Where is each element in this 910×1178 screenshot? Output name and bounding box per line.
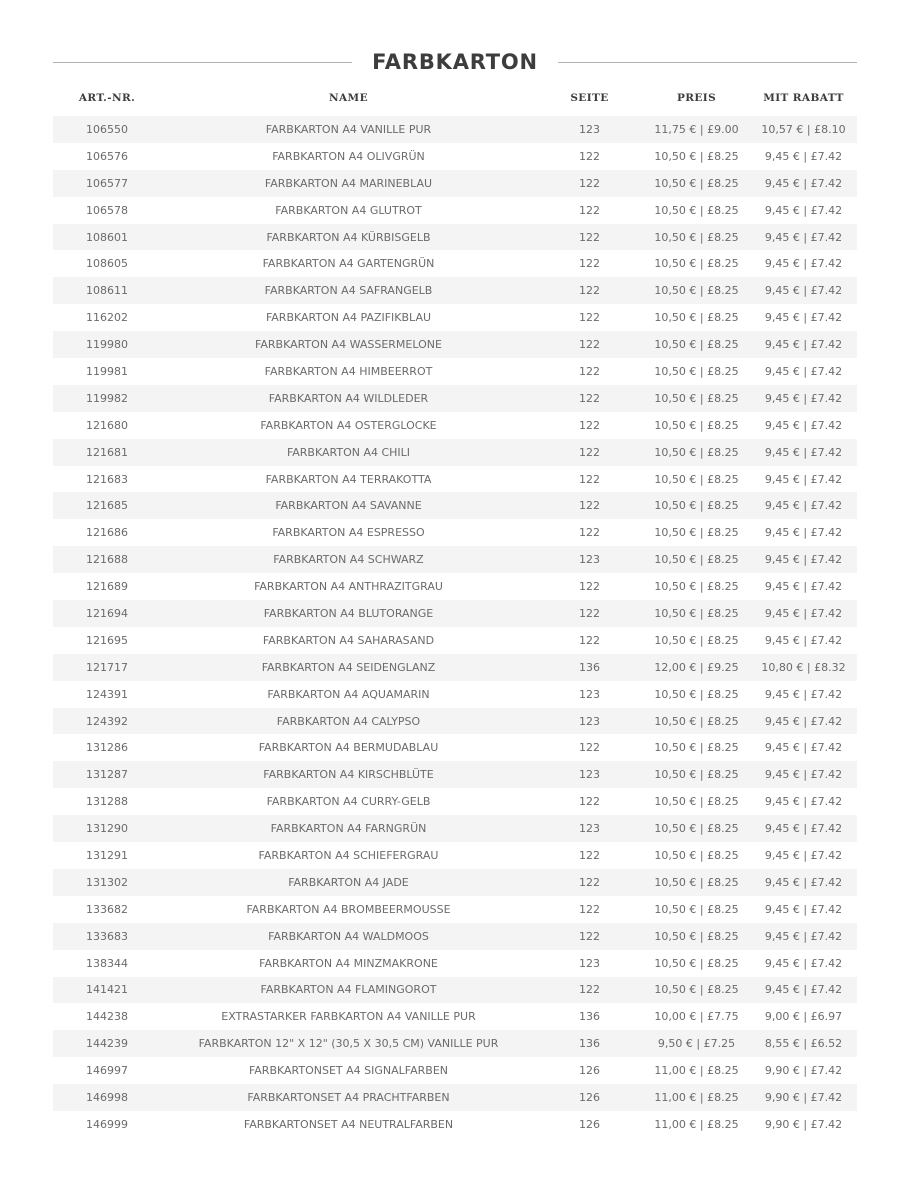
table-row <box>53 466 857 493</box>
seite-cell: 122 <box>536 734 643 761</box>
table-row <box>53 331 857 358</box>
rabatt-cell: 9,90 € | £7.42 <box>750 1057 857 1084</box>
preis-cell: 10,50 € | £8.25 <box>643 170 750 197</box>
name-cell: FARBKARTON A4 SAHARASAND <box>161 627 536 654</box>
art-nr-cell: 121686 <box>53 519 161 546</box>
seite-cell: 122 <box>536 842 643 869</box>
rabatt-cell: 9,45 € | £7.42 <box>750 681 857 708</box>
column-header-mit-rabatt: MIT RABATT <box>763 92 844 104</box>
table-row <box>53 896 857 923</box>
art-nr-cell: 131290 <box>53 815 161 842</box>
seite-cell: 122 <box>536 600 643 627</box>
table-row <box>53 519 857 546</box>
seite-cell: 123 <box>536 761 643 788</box>
name-cell: FARBKARTON A4 KIRSCHBLÜTE <box>161 761 536 788</box>
seite-cell: 122 <box>536 573 643 600</box>
art-nr-cell: 108611 <box>53 277 161 304</box>
seite-cell: 123 <box>536 546 643 573</box>
name-cell: FARBKARTON A4 BROMBEERMOUSSE <box>161 896 536 923</box>
name-cell: FARBKARTON A4 MINZMAKRONE <box>161 950 536 977</box>
art-nr-cell: 124391 <box>53 681 161 708</box>
table-row <box>53 439 857 466</box>
table-row <box>53 1111 857 1138</box>
column-header-preis: PREIS <box>676 92 717 104</box>
art-nr-cell: 146997 <box>53 1057 161 1084</box>
rabatt-cell: 9,45 € | £7.42 <box>750 439 857 466</box>
preis-cell: 10,50 € | £8.25 <box>643 788 750 815</box>
name-cell: FARBKARTON A4 JADE <box>161 869 536 896</box>
art-nr-cell: 133682 <box>53 896 161 923</box>
rabatt-cell: 9,45 € | £7.42 <box>750 923 857 950</box>
art-nr-cell: 106578 <box>53 197 161 224</box>
preis-cell: 10,50 € | £8.25 <box>643 815 750 842</box>
rabatt-cell: 9,45 € | £7.42 <box>750 466 857 493</box>
name-cell: FARBKARTON A4 SCHIEFERGRAU <box>161 842 536 869</box>
seite-cell: 122 <box>536 304 643 331</box>
art-nr-cell: 106576 <box>53 143 161 170</box>
table-body <box>53 116 857 1138</box>
art-nr-cell: 116202 <box>53 304 161 331</box>
rabatt-cell: 9,45 € | £7.42 <box>750 815 857 842</box>
seite-cell: 122 <box>536 224 643 251</box>
preis-cell: 9,50 € | £7.25 <box>643 1030 750 1057</box>
seite-cell: 126 <box>536 1057 643 1084</box>
seite-cell: 122 <box>536 519 643 546</box>
name-cell: FARBKARTON A4 CURRY-GELB <box>161 788 536 815</box>
table-row <box>53 869 857 896</box>
name-cell: FARBKARTON A4 FLAMINGOROT <box>161 977 536 1004</box>
rabatt-cell: 9,45 € | £7.42 <box>750 950 857 977</box>
table-row <box>53 600 857 627</box>
preis-cell: 10,50 € | £8.25 <box>643 627 750 654</box>
art-nr-cell: 106550 <box>53 116 161 143</box>
seite-cell: 126 <box>536 1084 643 1111</box>
art-nr-cell: 131286 <box>53 734 161 761</box>
rabatt-cell: 9,45 € | £7.42 <box>750 304 857 331</box>
table-row <box>53 734 857 761</box>
preis-cell: 10,50 € | £8.25 <box>643 466 750 493</box>
rabatt-cell: 9,45 € | £7.42 <box>750 977 857 1004</box>
art-nr-cell: 119982 <box>53 385 161 412</box>
preis-cell: 10,50 € | £8.25 <box>643 385 750 412</box>
rabatt-cell: 9,45 € | £7.42 <box>750 761 857 788</box>
name-cell: FARBKARTON A4 GLUTROT <box>161 197 536 224</box>
name-cell: FARBKARTON A4 OSTERGLOCKE <box>161 412 536 439</box>
table-row <box>53 250 857 277</box>
art-nr-cell: 121695 <box>53 627 161 654</box>
art-nr-cell: 133683 <box>53 923 161 950</box>
preis-cell: 10,50 € | £8.25 <box>643 197 750 224</box>
rabatt-cell: 9,45 € | £7.42 <box>750 573 857 600</box>
preis-cell: 10,50 € | £8.25 <box>643 492 750 519</box>
preis-cell: 10,50 € | £8.25 <box>643 412 750 439</box>
rabatt-cell: 9,45 € | £7.42 <box>750 600 857 627</box>
preis-cell: 10,50 € | £8.25 <box>643 896 750 923</box>
art-nr-cell: 144239 <box>53 1030 161 1057</box>
seite-cell: 122 <box>536 627 643 654</box>
title-rule-left <box>53 62 352 63</box>
preis-cell: 10,50 € | £8.25 <box>643 681 750 708</box>
art-nr-cell: 121688 <box>53 546 161 573</box>
column-header-seite: SEITE <box>570 92 609 104</box>
table-row <box>53 358 857 385</box>
seite-cell: 122 <box>536 439 643 466</box>
table-row <box>53 788 857 815</box>
seite-cell: 122 <box>536 143 643 170</box>
name-cell: FARBKARTON A4 FARNGRÜN <box>161 815 536 842</box>
rabatt-cell: 9,90 € | £7.42 <box>750 1084 857 1111</box>
table-row <box>53 116 857 143</box>
rabatt-cell: 9,45 € | £7.42 <box>750 197 857 224</box>
preis-cell: 10,50 € | £8.25 <box>643 224 750 251</box>
art-nr-cell: 121694 <box>53 600 161 627</box>
preis-cell: 10,50 € | £8.25 <box>643 439 750 466</box>
table-row <box>53 842 857 869</box>
table-row <box>53 197 857 224</box>
name-cell: FARBKARTON A4 SAFRANGELB <box>161 277 536 304</box>
seite-cell: 122 <box>536 466 643 493</box>
preis-cell: 10,50 € | £8.25 <box>643 277 750 304</box>
preis-cell: 11,00 € | £8.25 <box>643 1057 750 1084</box>
art-nr-cell: 106577 <box>53 170 161 197</box>
name-cell: FARBKARTON A4 MARINEBLAU <box>161 170 536 197</box>
name-cell: FARBKARTON A4 ANTHRAZITGRAU <box>161 573 536 600</box>
preis-cell: 10,50 € | £8.25 <box>643 250 750 277</box>
table-row <box>53 492 857 519</box>
table-row <box>53 761 857 788</box>
preis-cell: 11,00 € | £8.25 <box>643 1084 750 1111</box>
seite-cell: 122 <box>536 977 643 1004</box>
art-nr-cell: 131302 <box>53 869 161 896</box>
art-nr-cell: 131288 <box>53 788 161 815</box>
table-row <box>53 708 857 735</box>
rabatt-cell: 9,00 € | £6.97 <box>750 1003 857 1030</box>
name-cell: FARBKARTON A4 SEIDENGLANZ <box>161 654 536 681</box>
rabatt-cell: 9,45 € | £7.42 <box>750 869 857 896</box>
art-nr-cell: 121685 <box>53 492 161 519</box>
seite-cell: 122 <box>536 896 643 923</box>
seite-cell: 126 <box>536 1111 643 1138</box>
rabatt-cell: 9,45 € | £7.42 <box>750 385 857 412</box>
seite-cell: 122 <box>536 385 643 412</box>
preis-cell: 10,50 € | £8.25 <box>643 600 750 627</box>
art-nr-cell: 121681 <box>53 439 161 466</box>
rabatt-cell: 9,45 € | £7.42 <box>750 224 857 251</box>
art-nr-cell: 121717 <box>53 654 161 681</box>
rabatt-cell: 9,90 € | £7.42 <box>750 1111 857 1138</box>
seite-cell: 136 <box>536 1030 643 1057</box>
seite-cell: 122 <box>536 492 643 519</box>
name-cell: FARBKARTON A4 AQUAMARIN <box>161 681 536 708</box>
rabatt-cell: 9,45 € | £7.42 <box>750 519 857 546</box>
rabatt-cell: 9,45 € | £7.42 <box>750 627 857 654</box>
rabatt-cell: 9,45 € | £7.42 <box>750 842 857 869</box>
art-nr-cell: 124392 <box>53 708 161 735</box>
page-header <box>53 45 857 79</box>
art-nr-cell: 119980 <box>53 331 161 358</box>
title-rule-right <box>558 62 857 63</box>
table-row <box>53 304 857 331</box>
art-nr-cell: 121683 <box>53 466 161 493</box>
rabatt-cell: 9,45 € | £7.42 <box>750 143 857 170</box>
table-row <box>53 1084 857 1111</box>
preis-cell: 10,50 € | £8.25 <box>643 734 750 761</box>
name-cell: FARBKARTONSET A4 NEUTRALFARBEN <box>161 1111 536 1138</box>
seite-cell: 122 <box>536 250 643 277</box>
preis-cell: 10,50 € | £8.25 <box>643 331 750 358</box>
seite-cell: 122 <box>536 923 643 950</box>
rabatt-cell: 9,45 € | £7.42 <box>750 250 857 277</box>
preis-cell: 11,75 € | £9.00 <box>643 116 750 143</box>
art-nr-cell: 108605 <box>53 250 161 277</box>
rabatt-cell: 10,57 € | £8.10 <box>750 116 857 143</box>
art-nr-cell: 121689 <box>53 573 161 600</box>
art-nr-cell: 119981 <box>53 358 161 385</box>
seite-cell: 122 <box>536 331 643 358</box>
name-cell: FARBKARTON A4 CALYPSO <box>161 708 536 735</box>
name-cell: EXTRASTARKER FARBKARTON A4 VANILLE PUR <box>161 1003 536 1030</box>
name-cell: FARBKARTON A4 KÜRBISGELB <box>161 224 536 251</box>
rabatt-cell: 9,45 € | £7.42 <box>750 788 857 815</box>
preis-cell: 10,50 € | £8.25 <box>643 358 750 385</box>
preis-cell: 10,50 € | £8.25 <box>643 708 750 735</box>
table-row <box>53 627 857 654</box>
rabatt-cell: 9,45 € | £7.42 <box>750 277 857 304</box>
preis-cell: 10,50 € | £8.25 <box>643 923 750 950</box>
table-row <box>53 224 857 251</box>
seite-cell: 122 <box>536 197 643 224</box>
table-row <box>53 143 857 170</box>
name-cell: FARBKARTON A4 BLUTORANGE <box>161 600 536 627</box>
column-header-name: NAME <box>329 92 368 104</box>
rabatt-cell: 9,45 € | £7.42 <box>750 708 857 735</box>
seite-cell: 136 <box>536 654 643 681</box>
table-row <box>53 277 857 304</box>
name-cell: FARBKARTON A4 TERRAKOTTA <box>161 466 536 493</box>
art-nr-cell: 131291 <box>53 842 161 869</box>
name-cell: FARBKARTON A4 WALDMOOS <box>161 923 536 950</box>
seite-cell: 123 <box>536 681 643 708</box>
preis-cell: 10,50 € | £8.25 <box>643 546 750 573</box>
rabatt-cell: 9,45 € | £7.42 <box>750 492 857 519</box>
seite-cell: 123 <box>536 708 643 735</box>
name-cell: FARBKARTON A4 ESPRESSO <box>161 519 536 546</box>
rabatt-cell: 9,45 € | £7.42 <box>750 546 857 573</box>
name-cell: FARBKARTON A4 SAVANNE <box>161 492 536 519</box>
name-cell: FARBKARTON A4 VANILLE PUR <box>161 116 536 143</box>
rabatt-cell: 9,45 € | £7.42 <box>750 734 857 761</box>
table-row <box>53 815 857 842</box>
table-row <box>53 654 857 681</box>
seite-cell: 122 <box>536 788 643 815</box>
seite-cell: 122 <box>536 869 643 896</box>
preis-cell: 10,50 € | £8.25 <box>643 950 750 977</box>
name-cell: FARBKARTONSET A4 PRACHTFARBEN <box>161 1084 536 1111</box>
table-header <box>53 84 857 116</box>
name-cell: FARBKARTON A4 WASSERMELONE <box>161 331 536 358</box>
name-cell: FARBKARTON A4 CHILI <box>161 439 536 466</box>
name-cell: FARBKARTONSET A4 SIGNALFARBEN <box>161 1057 536 1084</box>
page-title: FARBKARTON <box>372 50 538 74</box>
table-row <box>53 681 857 708</box>
seite-cell: 122 <box>536 170 643 197</box>
table-row <box>53 170 857 197</box>
table-row <box>53 546 857 573</box>
art-nr-cell: 144238 <box>53 1003 161 1030</box>
seite-cell: 122 <box>536 358 643 385</box>
seite-cell: 136 <box>536 1003 643 1030</box>
preis-cell: 10,50 € | £8.25 <box>643 519 750 546</box>
seite-cell: 122 <box>536 412 643 439</box>
preis-cell: 10,50 € | £8.25 <box>643 761 750 788</box>
table-row <box>53 977 857 1004</box>
art-nr-cell: 141421 <box>53 977 161 1004</box>
preis-cell: 10,50 € | £8.25 <box>643 573 750 600</box>
preis-cell: 10,50 € | £8.25 <box>643 842 750 869</box>
table-row <box>53 923 857 950</box>
name-cell: FARBKARTON A4 OLIVGRÜN <box>161 143 536 170</box>
art-nr-cell: 146998 <box>53 1084 161 1111</box>
preis-cell: 10,50 € | £8.25 <box>643 304 750 331</box>
table-row <box>53 1057 857 1084</box>
rabatt-cell: 10,80 € | £8.32 <box>750 654 857 681</box>
preis-cell: 10,50 € | £8.25 <box>643 143 750 170</box>
seite-cell: 123 <box>536 116 643 143</box>
seite-cell: 123 <box>536 815 643 842</box>
name-cell: FARBKARTON A4 HIMBEERROT <box>161 358 536 385</box>
preis-cell: 10,50 € | £8.25 <box>643 977 750 1004</box>
name-cell: FARBKARTON 12" X 12" (30,5 X 30,5 CM) VANILLE PUR <box>161 1030 536 1057</box>
seite-cell: 122 <box>536 277 643 304</box>
rabatt-cell: 9,45 € | £7.42 <box>750 170 857 197</box>
name-cell: FARBKARTON A4 SCHWARZ <box>161 546 536 573</box>
rabatt-cell: 9,45 € | £7.42 <box>750 412 857 439</box>
name-cell: FARBKARTON A4 PAZIFIKBLAU <box>161 304 536 331</box>
table-row <box>53 412 857 439</box>
art-nr-cell: 138344 <box>53 950 161 977</box>
preis-cell: 10,00 € | £7.75 <box>643 1003 750 1030</box>
art-nr-cell: 131287 <box>53 761 161 788</box>
column-header-art-nr: ART.-NR. <box>78 92 136 104</box>
price-table <box>53 84 857 1138</box>
art-nr-cell: 146999 <box>53 1111 161 1138</box>
table-row <box>53 1030 857 1057</box>
name-cell: FARBKARTON A4 BERMUDABLAU <box>161 734 536 761</box>
rabatt-cell: 9,45 € | £7.42 <box>750 896 857 923</box>
rabatt-cell: 8,55 € | £6.52 <box>750 1030 857 1057</box>
table-row <box>53 573 857 600</box>
table-row <box>53 385 857 412</box>
name-cell: FARBKARTON A4 GARTENGRÜN <box>161 250 536 277</box>
table-row <box>53 1003 857 1030</box>
preis-cell: 10,50 € | £8.25 <box>643 869 750 896</box>
table-row <box>53 950 857 977</box>
art-nr-cell: 108601 <box>53 224 161 251</box>
seite-cell: 123 <box>536 950 643 977</box>
name-cell: FARBKARTON A4 WILDLEDER <box>161 385 536 412</box>
preis-cell: 12,00 € | £9.25 <box>643 654 750 681</box>
rabatt-cell: 9,45 € | £7.42 <box>750 358 857 385</box>
rabatt-cell: 9,45 € | £7.42 <box>750 331 857 358</box>
preis-cell: 11,00 € | £8.25 <box>643 1111 750 1138</box>
art-nr-cell: 121680 <box>53 412 161 439</box>
